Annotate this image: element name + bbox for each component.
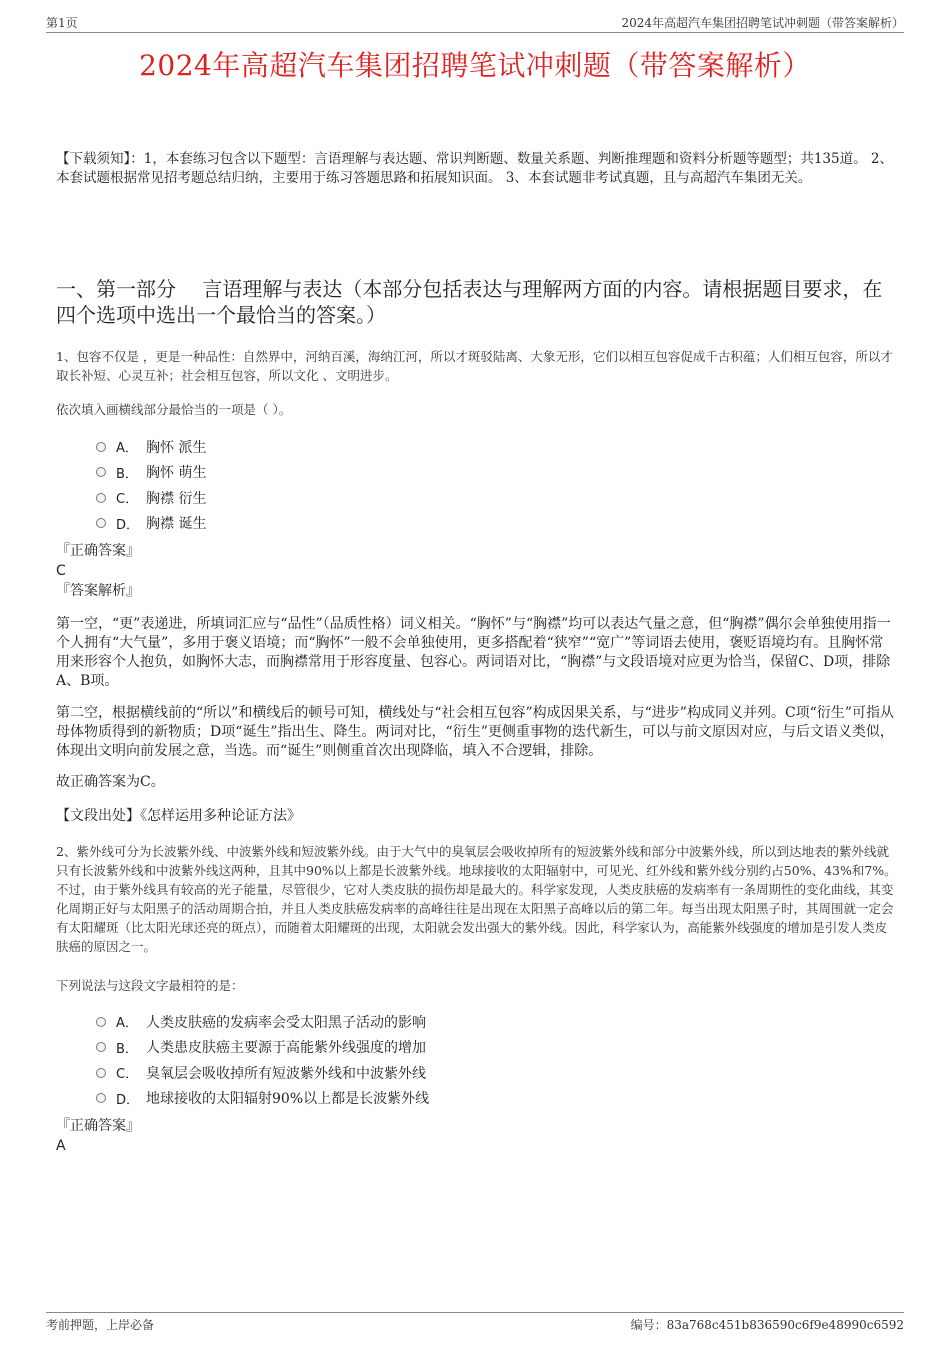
option-text: 人类皮肤癌的发病率会受太阳黑子活动的影响 xyxy=(146,1014,426,1031)
option-b[interactable]: B． 胸怀 萌生 xyxy=(96,460,206,486)
radio-icon[interactable] xyxy=(96,442,106,452)
footer-slogan: 考前押题，上岸必备 xyxy=(46,1318,155,1332)
answer-value: A xyxy=(56,1138,66,1154)
option-text: 胸怀 派生 xyxy=(146,439,207,456)
analysis-conclusion: 故正确答案为C。 xyxy=(56,774,165,790)
page-header xyxy=(46,12,904,33)
page-number: 第1页 xyxy=(46,16,78,30)
answer-label: 『正确答案』 xyxy=(56,543,140,559)
analysis-paragraph-1: 第一空，“更”表递进，所填词汇应与“品性”（品质性格）词义相关。“胸怀”与“胸襟”均可以表达气量之意，但“胸襟”偶尔会单独使用指一个人拥有“大气量”，多用于褒义语境；而“胸怀”一般不会单独使用，更多搭配着“狭窄”“宽广”等词语去使用，褒贬语境均有。且胸怀常用来形容个人抱负，如胸怀大志，而胸襟常用于形容度量、包容心。两词语对比，“胸襟”与文段语境对应更为恰当，保留C、D项，排除A、B项。 xyxy=(56,616,891,689)
option-c[interactable]: C． 臭氧层会吸收掉所有短波紫外线和中波紫外线 xyxy=(96,1060,429,1086)
question-1-answer xyxy=(56,541,140,601)
header-doc-title: 2024年高超汽车集团招聘笔试冲刺题（带答案解析） xyxy=(621,16,904,30)
question-2-prompt: 下列说法与这段文字最相符的是： xyxy=(56,978,244,993)
analysis-label: 『答案解析』 xyxy=(56,583,140,599)
question-1-options xyxy=(96,434,206,536)
option-text: 地球接收的太阳辐射90%以上都是长波紫外线 xyxy=(146,1091,430,1108)
analysis-paragraph-2: 第二空，根据横线前的“所以”和横线后的顿号可知，横线处与“社会相互包容”构成因果关系，与“进步”构成同义并列。C项“衍生”可指从母体物质得到的新物质；D项“诞生”指出生、降生。两词对比，“衍生”更侧重事物的迭代新生，可以与前文原因对应，与后文语义类似，体现出文明向前发展之意，当选。而“诞生”则侧重首次出现降临，填入不合逻辑，排除。 xyxy=(56,705,894,759)
question-2-options xyxy=(96,1009,429,1111)
option-text: 胸襟 诞生 xyxy=(146,516,207,533)
option-text: 胸襟 衍生 xyxy=(146,490,207,507)
question-1-stem: 1、包容不仅是 ，更是一种品性：自然界中，河纳百溪，海纳江河，所以才斑驳陆离、大象无形，它们以相互包容促成千古积蕴；人们相互包容，所以才取长补短、心灵互补；社会相互包容，所以文化 、文明进步。 xyxy=(56,349,893,383)
radio-icon[interactable] xyxy=(96,1017,106,1027)
question-2-answer xyxy=(56,1116,140,1156)
radio-icon[interactable] xyxy=(96,1093,106,1103)
radio-icon[interactable] xyxy=(96,1042,106,1052)
option-a[interactable]: A． 人类皮肤癌的发病率会受太阳黑子活动的影响 xyxy=(96,1009,429,1035)
page-title: 2024年高超汽车集团招聘笔试冲刺题（带答案解析） xyxy=(139,49,811,82)
answer-label: 『正确答案』 xyxy=(56,1118,140,1134)
answer-value: C xyxy=(56,563,66,579)
option-d[interactable]: D． 地球接收的太阳辐射90%以上都是长波紫外线 xyxy=(96,1086,429,1112)
question-1-prompt: 依次填入画横线部分最恰当的一项是（ ）。 xyxy=(56,402,292,417)
radio-icon[interactable] xyxy=(96,493,106,503)
radio-icon[interactable] xyxy=(96,467,106,477)
footer-serial: 编号：83a768c451b836590c6f9e48990c6592 xyxy=(630,1318,904,1332)
page-footer xyxy=(46,1312,904,1333)
option-b[interactable]: B． 人类患皮肤癌主要源于高能紫外线强度的增加 xyxy=(96,1035,429,1061)
section-heading: 一、第一部分 言语理解与表达（本部分包括表达与理解两方面的内容。请根据题目要求，在四个选项中选出一个最恰当的答案。） xyxy=(56,277,883,327)
question-2-stem: 2、紫外线可分为长波紫外线、中波紫外线和短波紫外线。由于大气中的臭氧层会吸收掉所有的短波紫外线和部分中波紫外线，所以到达地表的紫外线就只有长波紫外线和中波紫外线这两种，且其中90%以上都是长波紫外线。地球接收的太阳辐射中，可见光、红外线和紫外线分别约占50%、43%和7%。不过，由于紫外线具有较高的光子能量，尽管很少，它对人类皮肤的损伤却是最大的。科学家发现，人类皮肤癌的发病率有一条周期性的变化曲线，其变化周期正好与太阳黑子的活动周期合拍，并且人类皮肤癌发病率的高峰往往是出现在太阳黑子高峰以后的第二年。每当出现太阳黑子时，其周围就一定会有太阳耀斑（比太阳光球还亮的斑点），而随着太阳耀斑的出现，太阳就会发出强大的紫外线。因此，科学家认为，高能紫外线强度的增加是引发人类皮肤癌的原因之一。 xyxy=(56,844,897,954)
radio-icon[interactable] xyxy=(96,518,106,528)
option-c[interactable]: C． 胸襟 衍生 xyxy=(96,485,206,511)
option-text: 胸怀 萌生 xyxy=(146,465,207,482)
radio-icon[interactable] xyxy=(96,1068,106,1078)
source-citation: 【文段出处】《怎样运用多种论证方法》 xyxy=(56,808,301,824)
download-notice: 【下载须知】：1，本套练习包含以下题型：言语理解与表达题、常识判断题、数量关系题、判断推理题和资料分析题等题型；共135道。 2、本套试题根据常见招考题总结归纳，主要用于练习答题思路和拓展知识面。 3、本套试题非考试真题，且与高超汽车集团无关。 xyxy=(56,151,893,186)
option-a[interactable]: A． 胸怀 派生 xyxy=(96,434,206,460)
option-d[interactable]: D． 胸襟 诞生 xyxy=(96,511,206,537)
option-text: 人类患皮肤癌主要源于高能紫外线强度的增加 xyxy=(146,1040,426,1057)
option-text: 臭氧层会吸收掉所有短波紫外线和中波紫外线 xyxy=(146,1065,426,1082)
